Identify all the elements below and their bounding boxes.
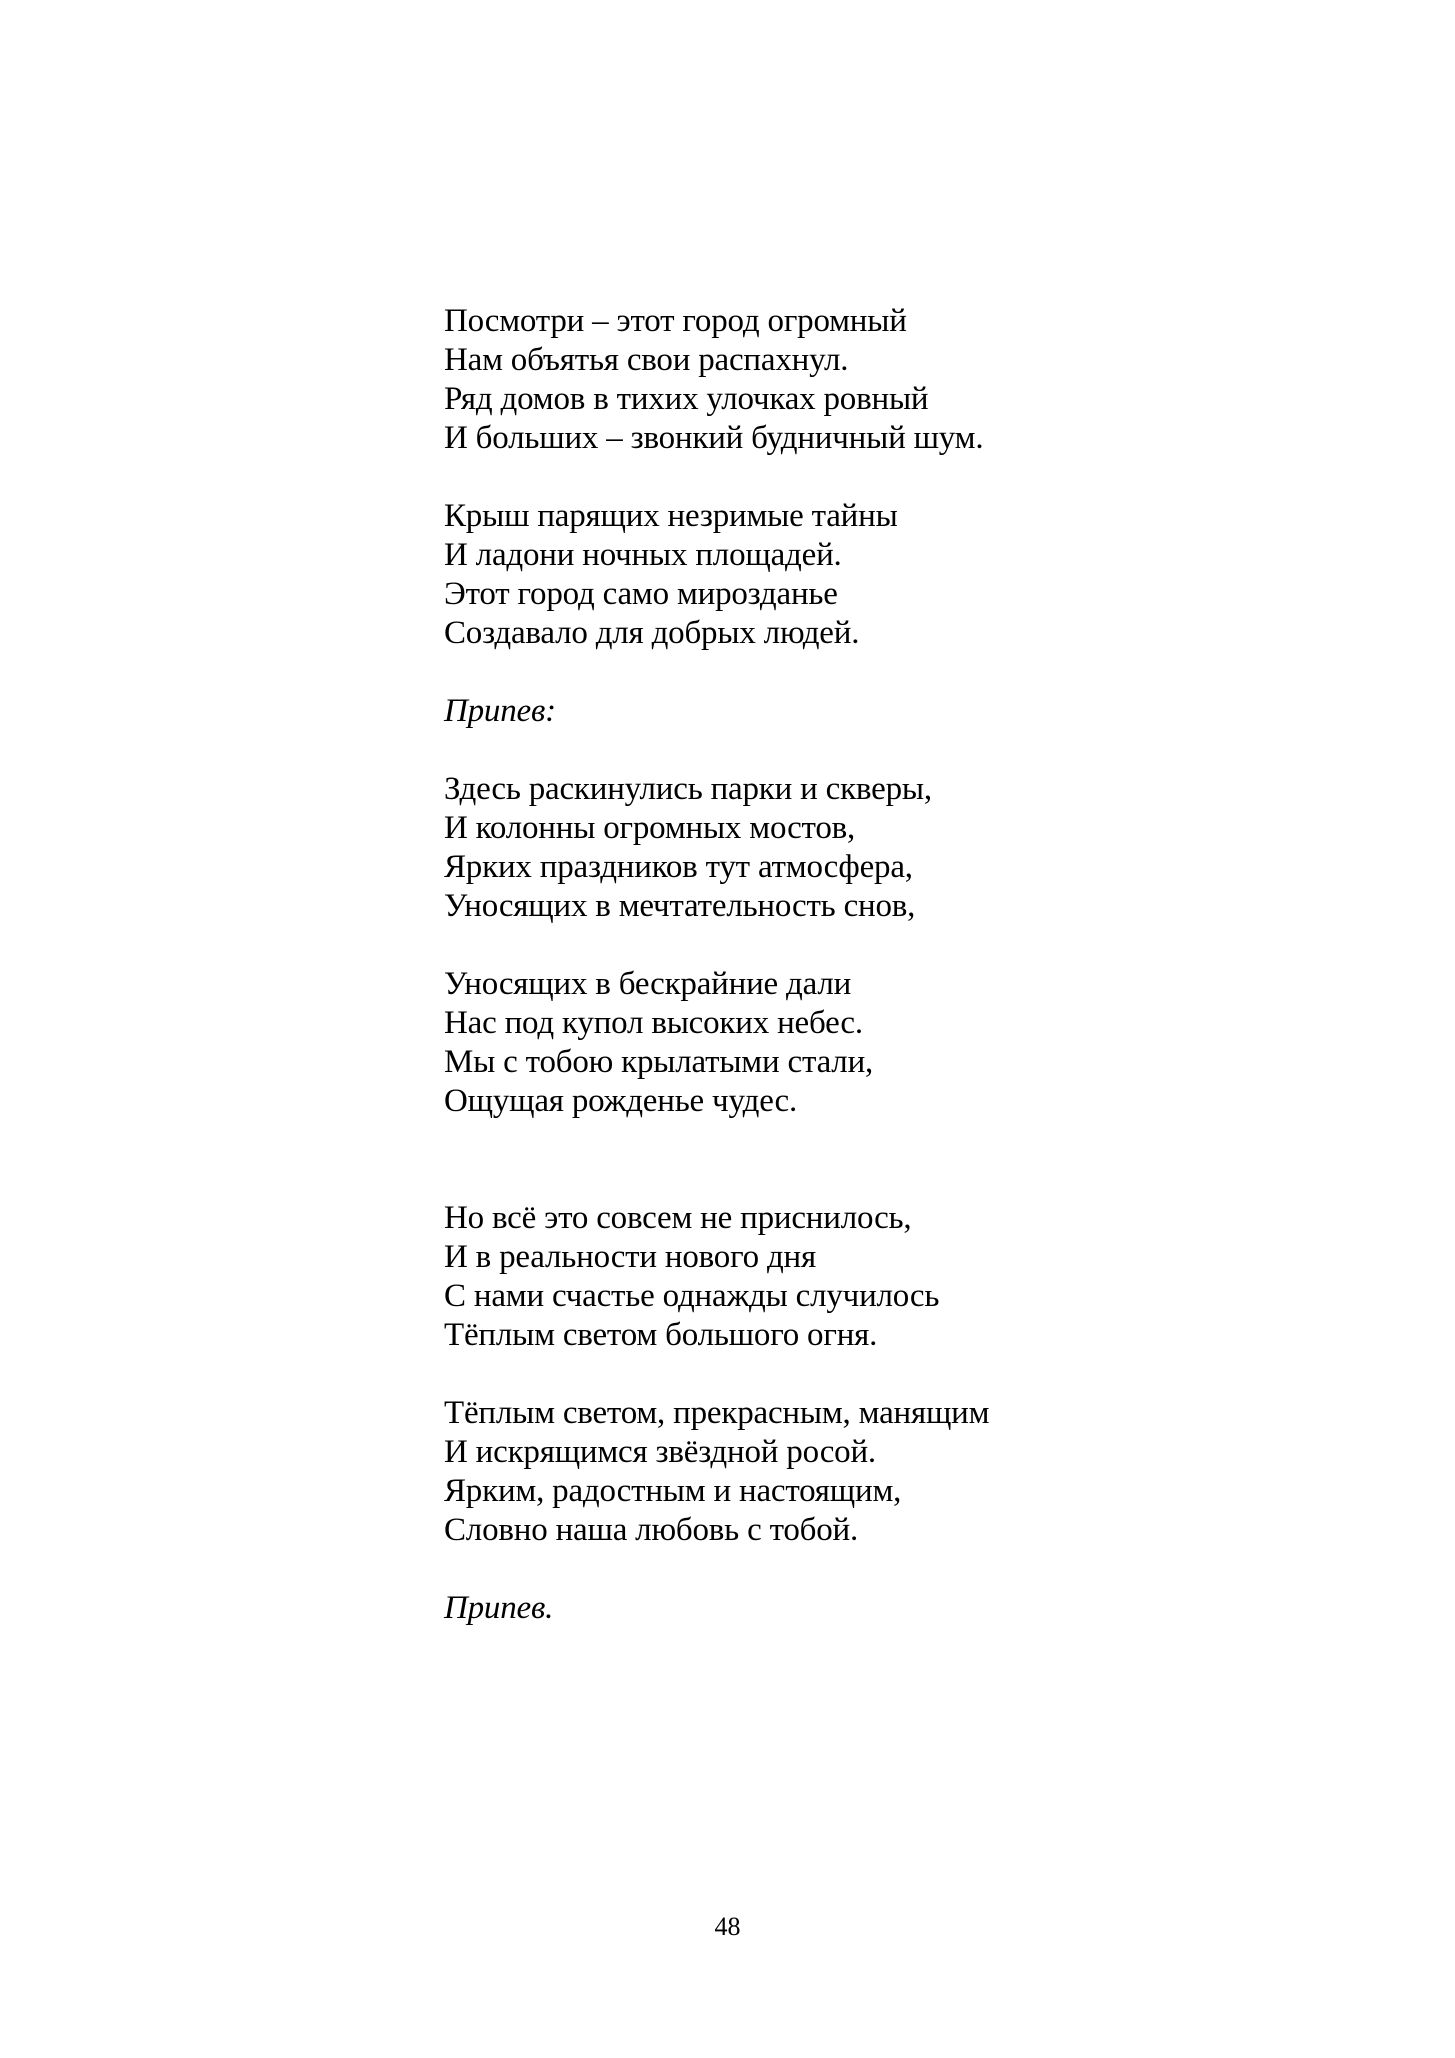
stanza-4: [444, 1394, 989, 1550]
poem-line: Уносящих в мечтательность снов,: [444, 888, 916, 924]
poem-line: Посмотри – этот город огромный: [444, 303, 907, 339]
stanza-2: [444, 497, 989, 653]
poem-line: И в реальности нового дня: [444, 1239, 816, 1275]
poem-line: И ладони ночных площадей.: [444, 537, 842, 573]
poem-line: Крыш парящих незримые тайны: [444, 498, 898, 534]
poem-body: [444, 302, 989, 1667]
poem-line: Ряд домов в тихих улочках ровный: [444, 381, 929, 417]
poem-line: Этот город само мирозданье: [444, 576, 838, 612]
poem-line: Тёплым светом большого огня.: [444, 1317, 878, 1353]
poem-line: Ярких праздников тут атмосфера,: [444, 849, 913, 885]
poem-line: Здесь раскинулись парки и скверы,: [444, 771, 932, 807]
poem-line: И колонны огромных мостов,: [444, 810, 856, 846]
poem-line: И больших – звонкий будничный шум.: [444, 420, 984, 456]
poem-line: Уносящих в бескрайние дали: [444, 966, 852, 1002]
poem-line: Тёплым светом, прекрасным, манящим: [444, 1395, 990, 1431]
poem-line: С нами счастье однажды случилось: [444, 1278, 940, 1314]
poem-line: И искрящимся звёздной росой.: [444, 1434, 876, 1470]
poem-line: Ярким, радостным и настоящим,: [444, 1473, 902, 1509]
stanza-3: [444, 1199, 989, 1355]
poem-line: Мы с тобою крылатыми стали,: [444, 1044, 874, 1080]
poem-line: Словно наша любовь с тобой.: [444, 1512, 859, 1548]
poem-line: Но всё это совсем не приснилось,: [444, 1200, 912, 1236]
stanza-1: [444, 302, 989, 458]
refrain-label: Припев.: [444, 1590, 554, 1626]
refrain-stanza-2: [444, 965, 989, 1121]
poem-line: Нас под купол высоких небес.: [444, 1005, 863, 1041]
refrain-stanza-1: [444, 770, 989, 926]
refrain-label: Припев:: [444, 693, 556, 729]
poem-line: Ощущая рожденье чудес.: [444, 1083, 798, 1119]
poem-line: Нам объятья свои распахнул.: [444, 342, 849, 378]
poem-line: Создавало для добрых людей.: [444, 615, 860, 651]
page-number: 48: [714, 1912, 741, 1941]
